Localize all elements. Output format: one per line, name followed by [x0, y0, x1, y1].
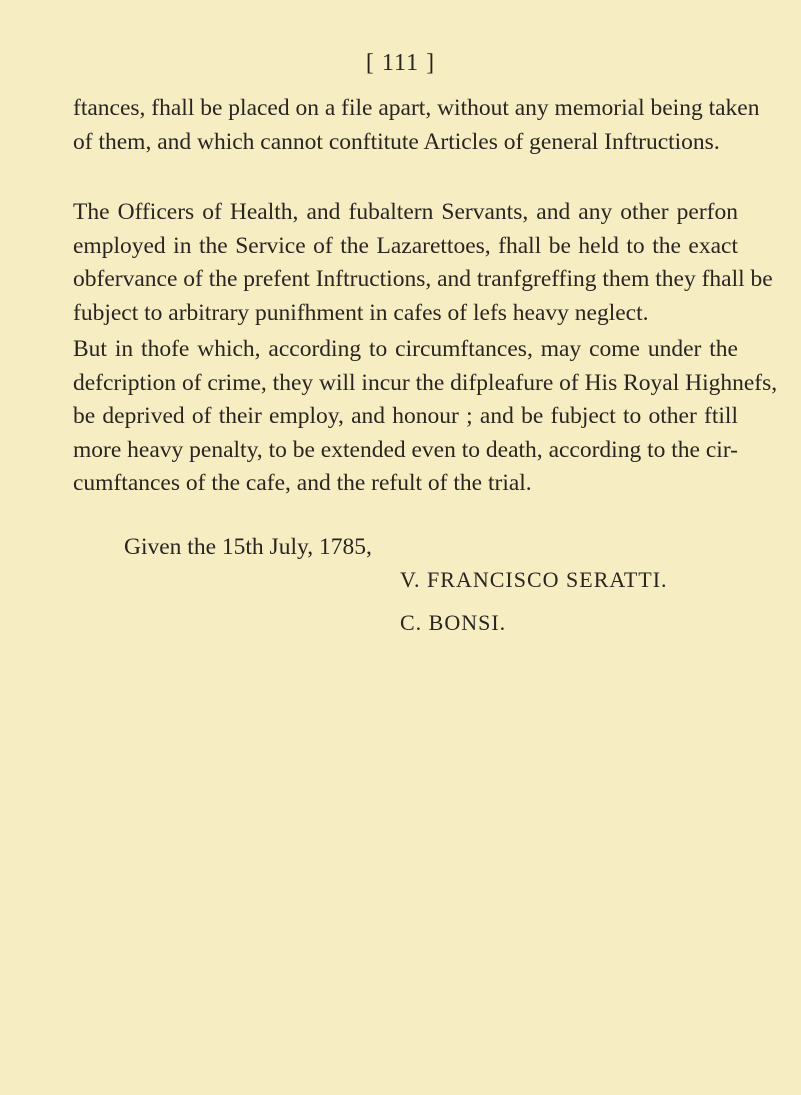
- text-line: The Officers of Health, and fubaltern Servants, and any other perfon: [73, 199, 738, 225]
- signature-bonsi: C. BONSI.: [400, 610, 507, 635]
- text-line: But in thofe which, according to circumftances, may come under the: [73, 336, 738, 362]
- paragraph-1: [73, 92, 760, 159]
- text-line: of them, and which cannot conftitute Articles of general Inftructions.: [73, 128, 720, 155]
- text-line: fubject to arbitrary punifhment in cafes of lefs heavy neglect.: [73, 299, 649, 326]
- text-line: employed in the Service of the Lazarettoes, fhall be held to the exact: [73, 232, 738, 259]
- text-line: be deprived of their employ, and honour ; and be fubject to other ftill: [73, 403, 738, 429]
- text-line: more heavy penalty, to be extended even to death, according to the cir-: [73, 436, 738, 463]
- signature-seratti: V. FRANCISCO SERATTI.: [400, 567, 668, 592]
- text-line: ftances, fhall be placed on a file apart, without any memorial being taken: [73, 95, 760, 121]
- page-number: [ 111 ]: [365, 50, 436, 76]
- date-line: Given the 15th July, 1785,: [124, 534, 372, 560]
- paragraph-2: [73, 196, 773, 330]
- paragraph-3: [73, 333, 778, 501]
- text-line: defcription of crime, they will incur the difpleafure of His Royal Highnefs,: [73, 369, 778, 396]
- text-line: obfervance of the prefent Inftructions, and tranfgreffing them they fhall be: [73, 266, 773, 292]
- text-line: cumftances of the cafe, and the refult of the trial.: [73, 470, 532, 496]
